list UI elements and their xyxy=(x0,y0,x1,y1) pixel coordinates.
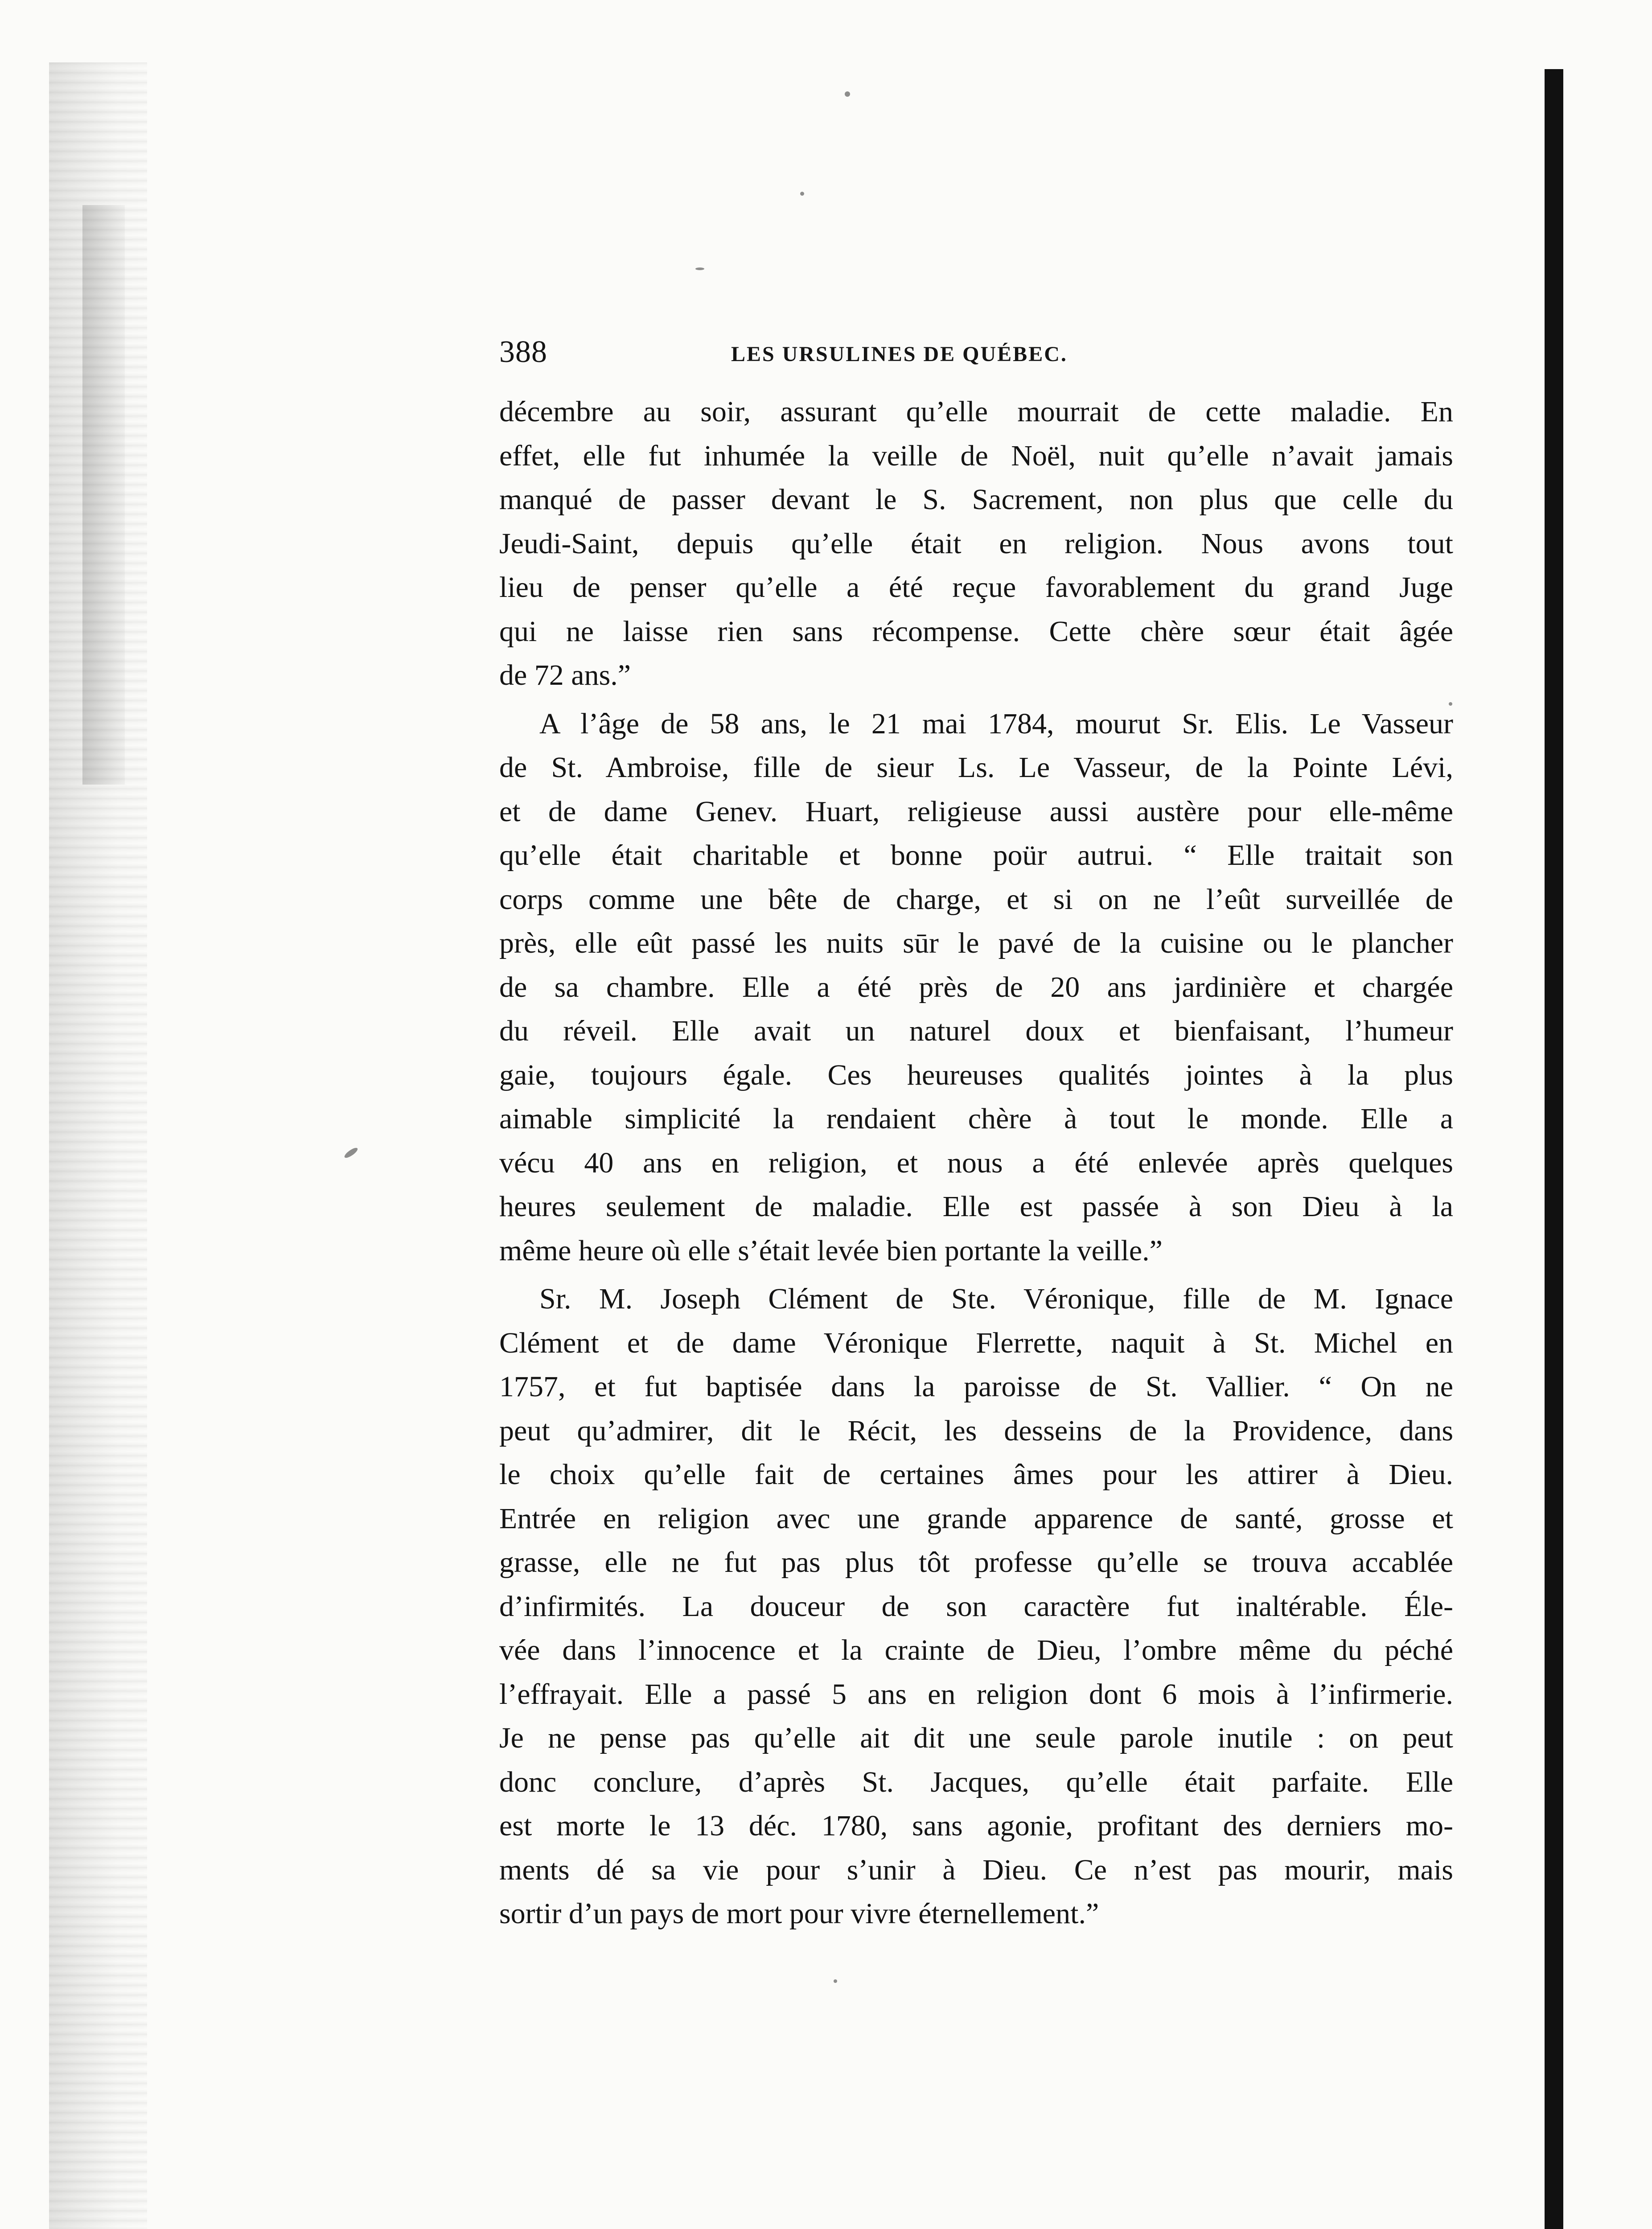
text-line: grasse, elle ne fut pas plus tôt professe qu’elle se trouva accablée xyxy=(499,1546,1453,1579)
text-line: effet, elle fut inhumée la veille de Noël, nuit qu’elle n’avait jamais xyxy=(499,439,1453,472)
text-line: heures seulement de maladie. Elle est passée à son Dieu à la xyxy=(499,1190,1453,1223)
text-line: donc conclure, d’après St. Jacques, qu’elle était parfaite. Elle xyxy=(499,1765,1453,1798)
scan-speck xyxy=(695,267,704,270)
text-line: 1757, et fut baptisée dans la paroisse de St. Vallier. “ On ne xyxy=(499,1370,1453,1403)
scan-speck xyxy=(834,1979,837,1983)
text-line: de St. Ambroise, fille de sieur Ls. Le Vasseur, de la Pointe Lévi, xyxy=(499,751,1453,784)
text-line: corps comme une bête de charge, et si on ne l’eût surveillée de xyxy=(499,883,1453,916)
running-title: LES URSULINES DE QUÉBEC. xyxy=(731,342,1068,366)
text-line: Je ne pense pas qu’elle ait dit une seule parole inutile : on peut xyxy=(499,1722,1453,1754)
text-line: et de dame Genev. Huart, religieuse aussi austère pour elle-même xyxy=(499,795,1453,828)
text-line: Sr. M. Joseph Clément de Ste. Véronique, fille de M. Ignace xyxy=(539,1283,1453,1315)
text-line: qui ne laisse rien sans récompense. Cette chère sœur était âgée xyxy=(499,615,1453,648)
text-line: de sa chambre. Elle a été près de 20 ans jardinière et chargée xyxy=(499,971,1453,1003)
text-line: Entrée en religion avec une grande apparence de santé, grosse et xyxy=(499,1502,1453,1535)
body-text xyxy=(499,390,1453,1936)
text-line: même heure où elle s’était levée bien portante la veille.” xyxy=(499,1234,1163,1267)
page-number: 388 xyxy=(499,335,547,369)
text-line: le choix qu’elle fait de certaines âmes pour les attirer à Dieu. xyxy=(499,1458,1453,1491)
text-line: vécu 40 ans en religion, et nous a été enlevée après quelques xyxy=(499,1146,1453,1179)
paragraph-2 xyxy=(499,702,1453,1273)
right-edge-bar xyxy=(1545,69,1563,2229)
text-line: du réveil. Elle avait un naturel doux et bienfaisant, l’humeur xyxy=(499,1015,1453,1047)
page-header xyxy=(499,332,1212,372)
text-line: l’effrayait. Elle a passé 5 ans en religion dont 6 mois à l’infirmerie. xyxy=(499,1678,1453,1711)
text-line: vée dans l’innocence et la crainte de Dieu, l’ombre même du péché xyxy=(499,1634,1453,1666)
paragraph-1 xyxy=(499,390,1453,698)
scan-speck xyxy=(800,192,804,196)
paragraph-gap xyxy=(499,698,1453,702)
text-line: d’infirmités. La douceur de son caractère fut inaltérable. Éle- xyxy=(499,1590,1453,1623)
scan-speck xyxy=(343,1146,359,1160)
text-line: Jeudi-Saint, depuis qu’elle était en religion. Nous avons tout xyxy=(499,527,1453,560)
text-line: sortir d’un pays de mort pour vivre éternellement.” xyxy=(499,1897,1099,1930)
binding-gutter-dark-band xyxy=(82,205,125,785)
text-line: est morte le 13 déc. 1780, sans agonie, profitant des derniers mo- xyxy=(499,1810,1453,1842)
paragraph-gap xyxy=(499,1273,1453,1277)
text-line: aimable simplicité la rendaient chère à tout le monde. Elle a xyxy=(499,1102,1453,1135)
text-line: ments dé sa vie pour s’unir à Dieu. Ce n’est pas mourir, mais xyxy=(499,1853,1453,1886)
text-line: près, elle eût passé les nuits sūr le pavé de la cuisine ou le plancher xyxy=(499,927,1453,959)
text-line: de 72 ans.” xyxy=(499,659,631,691)
text-line: manqué de passer devant le S. Sacrement, non plus que celle du xyxy=(499,483,1453,516)
text-line: décembre au soir, assurant qu’elle mourrait de cette maladie. En xyxy=(499,395,1453,428)
text-line: gaie, toujours égale. Ces heureuses qualités jointes à la plus xyxy=(499,1058,1453,1091)
paragraph-3 xyxy=(499,1277,1453,1936)
text-line: qu’elle était charitable et bonne poür autrui. “ Elle traitait son xyxy=(499,839,1453,872)
text-line: peut qu’admirer, dit le Récit, les desseins de la Providence, dans xyxy=(499,1414,1453,1447)
text-line: A l’âge de 58 ans, le 21 mai 1784, mourut Sr. Elis. Le Vasseur xyxy=(539,707,1453,740)
text-line: lieu de penser qu’elle a été reçue favorablement du grand Juge xyxy=(499,571,1453,604)
scan-speck xyxy=(845,91,850,97)
text-line: Clément et de dame Véronique Flerrette, naquit à St. Michel en xyxy=(499,1326,1453,1359)
